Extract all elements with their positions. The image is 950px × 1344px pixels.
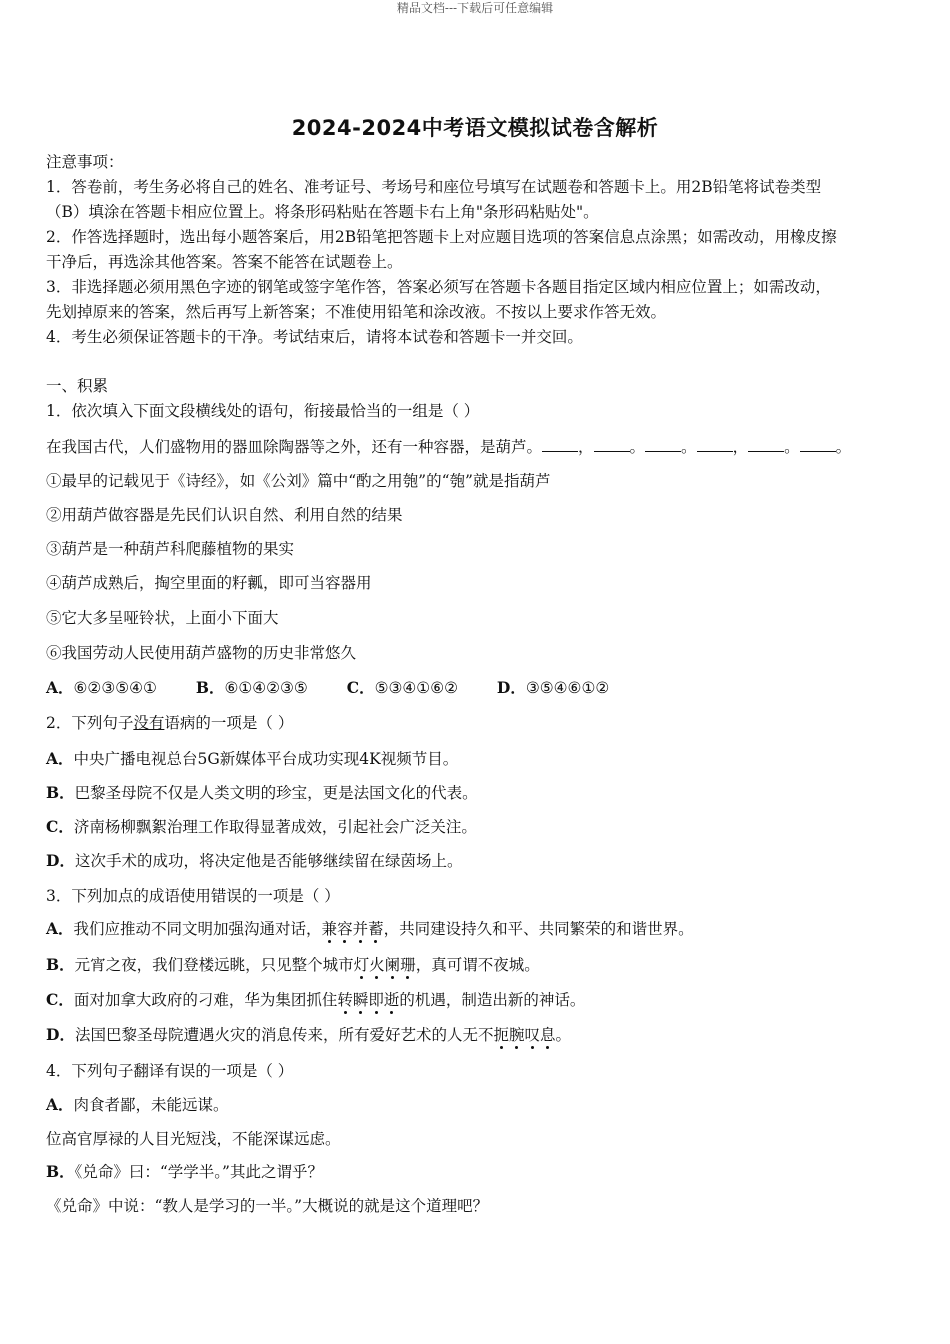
question-1-item: ⑤它大多呈哑铃状，上面小下面大 [46,609,279,627]
emphasis-char: 并 [352,920,369,938]
option-label: D． [46,1025,75,1044]
emphasis-char: 息 [540,1026,556,1044]
passage-lead: 在我国古代，人们盛物用的器皿除陶器等之外，还有一种容器，是葫芦。 [46,438,543,456]
option-text: ⑥①④②③⑤ [224,679,308,697]
note-line: 1．答卷前，考生务必将自己的姓名、准考证号、考场号和座位号填写在试题卷和答题卡上。用2B铅笔将试卷类型 [46,178,822,196]
fill-blank [542,437,578,452]
question-4-option-b[interactable] [46,1162,323,1182]
emphasis-char: 容 [337,920,353,938]
question-1-options [46,678,643,698]
option-text: 元宵之夜，我们登楼远眺，只见整个城市 [74,956,354,974]
stem-underlined: 没有 [133,714,165,732]
emphasis-char: 瞬 [352,991,369,1009]
option-text: 。 [555,1026,572,1044]
question-3-stem: 3．下列加点的成语使用错误的一项是（ ） [46,887,340,905]
fill-blank [800,437,836,452]
option-label: D． [496,678,526,697]
emphasis-char: 即 [368,991,384,1009]
emphasis-char: 叹 [524,1026,541,1044]
option-b[interactable] [196,678,308,698]
emphasis-char: 逝 [383,991,400,1009]
question-3-option-b[interactable] [46,955,540,975]
emphasis-char: 珊 [400,956,416,974]
question-2-option-d[interactable] [46,851,462,871]
option-text: 中央广播电视总台5G新媒体平台成功实现4K视频节目。 [73,750,459,768]
question-2-option-c[interactable] [46,817,477,837]
option-label: B． [46,783,75,802]
option-text: 济南杨柳飘絮治理工作取得显著成效，引起社会广泛关注。 [73,818,477,836]
fill-blank [594,437,630,452]
question-2-option-b[interactable] [46,783,478,803]
dotted-idiom [493,1026,555,1044]
option-text: 我们应推动不同文明加强沟通对话， [73,920,322,938]
dotted-idiom [337,991,399,1009]
emphasis-char: 腕 [508,1026,525,1044]
separator: 。 [629,438,646,456]
emphasis-char: 兼 [321,920,338,938]
option-text: ③⑤④⑥①② [525,679,610,697]
option-text: 肉食者鄙，未能远谋。 [73,1096,229,1114]
separator: 。 [784,438,800,456]
dotted-idiom [354,956,416,974]
page-title: 2024-2024中考语文模拟试卷含解析 [291,116,659,140]
option-label: A． [46,1095,74,1114]
question-4-option-a[interactable] [46,1095,229,1115]
question-1-passage [46,437,851,457]
emphasis-char: 转 [337,991,353,1009]
option-text: 《兑命》曰：“学学半。”其此之谓乎？ [74,1163,323,1181]
option-label: B． [195,678,225,697]
emphasis-char: 灯 [353,956,370,974]
note-line: （B）填涂在答题卡相应位置上。将条形码粘贴在答题卡右上角"条形码粘贴处"。 [46,203,599,221]
notes-heading: 注意事项： [46,153,124,171]
separator: 。 [681,438,697,456]
fill-blank [645,437,681,452]
note-line: 干净后，再选涂其他答案。答案不能答在试题卷上。 [46,253,403,271]
question-1-item: ④葫芦成熟后，掏空里面的籽瓤，即可当容器用 [46,574,372,592]
stem-text: 2．下列句子 [46,714,134,732]
option-label: A． [46,749,74,768]
separator: ， [732,438,749,456]
question-3-option-d[interactable] [46,1025,571,1045]
option-text: 的机遇，制造出新的神话。 [399,991,586,1009]
question-1-item: ②用葫芦做容器是先民们认识自然、利用自然的结果 [46,506,403,524]
option-label: B． [46,955,75,974]
option-text: 巴黎圣母院不仅是人类文明的珍宝，更是法国文化的代表。 [74,784,478,802]
option-text: ，真可谓不夜城。 [415,956,540,974]
option-label: A． [46,678,74,697]
stem-text: 语病的一项是（ ） [164,714,294,732]
note-line: 4．考生必须保证答题卡的干净。考试结束后，请将本试卷和答题卡一并交回。 [46,328,583,346]
emphasis-char: 火 [369,956,385,974]
fill-blank [697,437,733,452]
question-2-stem [46,713,293,733]
header-note: 精品文档---下载后可任意编辑 [396,1,554,15]
option-label: C． [46,990,74,1009]
option-label: C． [346,678,375,697]
option-d[interactable] [497,678,609,698]
option-text: ⑥②③⑤④① [73,679,157,697]
option-text: 面对加拿大政府的刁难，华为集团抓住 [73,991,338,1009]
question-4-translation-a: 位高官厚禄的人目光短浅，不能深谋远虑。 [46,1130,341,1148]
question-1-stem: 1．依次填入下面文段横线处的语句，衔接最恰当的一组是（ ） [46,402,480,420]
question-4-translation-b: 《兑命》中说：“教人是学习的一半。”大概说的就是这个道理吧？ [46,1197,489,1215]
note-line: 先划掉原来的答案，然后再写上新答案；不准使用铅笔和涂改液。不按以上要求作答无效。 [46,303,667,321]
question-2-option-a[interactable] [46,749,458,769]
option-label: C． [46,817,74,836]
note-line: 2．作答选择题时，选出每小题答案后，用2B铅笔把答题卡上对应题目选项的答案信息点涂黑；如需改动，用橡皮擦 [46,228,837,246]
option-text: ⑤③④①⑥② [374,679,458,697]
question-3-option-c[interactable] [46,990,585,1010]
question-1-item: ①最早的记载见于《诗经》，如《公刘》篇中“酌之用匏”的“匏”就是指葫芦 [46,472,551,490]
option-a[interactable] [46,678,157,698]
dotted-idiom [322,920,384,938]
fill-blank [748,437,784,452]
question-1-item: ⑥我国劳动人民使用葫芦盛物的历史非常悠久 [46,644,357,662]
option-label: D． [46,851,75,870]
emphasis-char: 蓄 [368,920,384,938]
question-1-item: ③葫芦是一种葫芦科爬藤植物的果实 [46,540,295,558]
separator: ， [578,438,594,456]
option-label: B． [46,1162,75,1181]
emphasis-char: 阑 [384,956,401,974]
note-line: 3．非选择题必须用黑色字迹的钢笔或签字笔作答，答案必须写在答题卡各题目指定区域内相应位置上；如需改动， [46,278,831,296]
option-text: 这次手术的成功，将决定他是否能够继续留在绿茵场上。 [74,852,463,870]
separator: 。 [835,438,852,456]
option-text: ，共同建设持久和平、共同繁荣的和谐世界。 [383,920,694,938]
question-3-option-a[interactable] [46,919,694,939]
option-c[interactable] [347,678,458,698]
emphasis-char: 扼 [493,1026,509,1044]
option-label: A． [46,919,74,938]
question-4-stem: 4．下列句子翻译有误的一项是（ ） [46,1062,294,1080]
section-heading: 一、积累 [46,377,109,395]
option-text: 法国巴黎圣母院遭遇火灾的消息传来，所有爱好艺术的人无不 [74,1026,494,1044]
